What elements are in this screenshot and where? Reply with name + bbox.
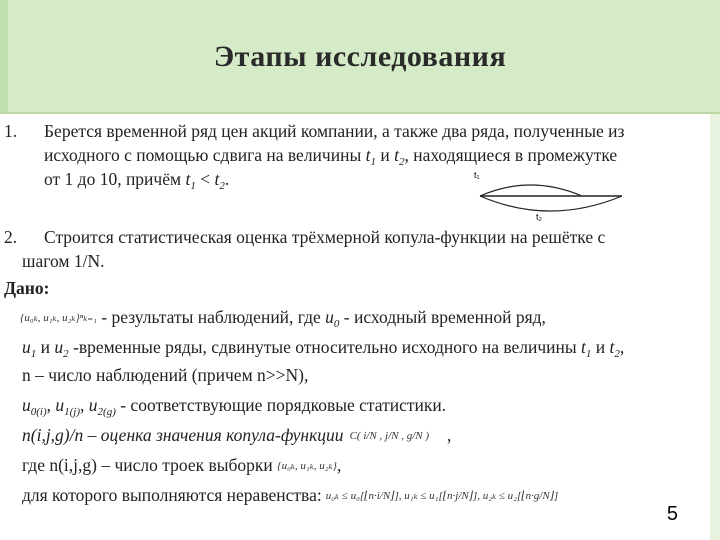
given-line4: $u_{0(i)}$, $u_{1(j)}$, $u_{2(g)}$ - соответствующие порядковые статистики.: [22, 395, 447, 418]
item2-line2: шагом 1/N.: [22, 251, 105, 271]
t2-subscript: 2: [614, 348, 620, 360]
diagram-label-t1: t₁: [474, 170, 480, 180]
comma: ,: [336, 455, 342, 475]
t1-subscript: 1: [190, 180, 196, 192]
and-text: и: [375, 145, 395, 165]
given-heading: Дано:: [4, 278, 50, 298]
item2-number: 2.: [4, 227, 18, 247]
t2-arc: [480, 196, 622, 211]
comma: ,: [619, 337, 625, 357]
copula-formula: C( i/N , j/N , g/N ): [349, 430, 430, 443]
page-number: 5: [666, 503, 678, 525]
and-text: и: [591, 337, 610, 357]
item1-line2-text: исходного с помощью сдвига на величины: [44, 145, 366, 165]
given-line2-text: -временные ряды, сдвинутые относительно исходного на величины: [68, 337, 582, 357]
u0-subscript: 0(i): [30, 406, 47, 418]
u1-subscript: 1(j): [64, 406, 81, 418]
sample-triples-formula: {u₀ₖ, u₁ₖ, u₂ₖ}: [277, 460, 337, 473]
item1-line3-end: .: [224, 169, 230, 189]
u2-symbol: u: [88, 395, 98, 415]
t1-arc: [480, 185, 582, 196]
t1-symbol: t: [581, 337, 586, 357]
item1-number: 1.: [4, 121, 18, 141]
comma: ,: [447, 425, 452, 445]
item2-line1: Строится статистическая оценка трёхмерной копула-функции на решётке с: [44, 227, 606, 247]
u0-symbol: u: [325, 307, 334, 327]
slide-title: Этапы исследования: [213, 40, 507, 73]
t2-symbol: t: [214, 169, 220, 189]
t2-symbol: t: [394, 145, 399, 165]
given-line5-text: n(i,j,g)/n – оценка значения копула-функции: [22, 425, 344, 445]
less-than: <: [195, 169, 215, 189]
given-line3: n – число наблюдений (причем n>>N),: [22, 365, 309, 385]
u2-subscript: 2(g): [97, 406, 116, 418]
u0-subscript: 0: [333, 318, 340, 330]
t2-symbol: t: [609, 337, 615, 357]
u2-subscript: 2: [63, 348, 69, 360]
t2-subscript: 2: [398, 156, 405, 168]
given-line6-text: где n(i,j,g) – число троек выборки: [22, 455, 278, 475]
t1-subscript: 1: [370, 156, 376, 168]
given-line7-text: для которого выполняются неравенства:: [22, 485, 322, 505]
side-strip: [710, 114, 720, 540]
observations-formula: {u₀ₖ, u₁ₖ, u₂ₖ}ⁿₖ₌₁: [20, 312, 97, 325]
u0-symbol: u: [22, 395, 31, 415]
and-text: и: [36, 337, 55, 357]
given-line6: [22, 453, 341, 479]
given-line1: [20, 305, 546, 337]
given-line1-tail: - исходный временной ряд,: [339, 307, 546, 327]
given-line7: [22, 483, 558, 509]
t2-subscript: 2: [219, 180, 225, 192]
inequalities-formula: u₀ₖ ≤ u₀[⌊n·i/N⌋], u₁ₖ ≤ u₁[⌊n·j/N⌋], u₂ₖ ≤ u₂[⌊n·g/N⌋]: [325, 490, 559, 503]
t1-subscript: 1: [585, 348, 592, 360]
given-line4-text: - соответствующие порядковые статистики.: [115, 395, 447, 415]
u2-symbol: u: [54, 337, 64, 357]
item1-line3-text: от 1 до 10, причём: [44, 169, 186, 189]
given-line5: [22, 423, 451, 449]
shift-diagram: [470, 170, 630, 222]
u1-subscript: 1: [30, 348, 37, 360]
item1-line2-tail: , находящиеся в промежутке: [404, 145, 618, 165]
title-bar: [0, 0, 720, 114]
item1-line1: Берется временной ряд цен акций компании, а также два ряда, полученные из: [44, 121, 625, 141]
diagram-label-t2: t₂: [536, 212, 542, 222]
given-line1-text: - результаты наблюдений, где: [96, 307, 326, 327]
t1-symbol: t: [185, 169, 191, 189]
item1-line3: [44, 167, 229, 199]
u1-symbol: u: [55, 395, 65, 415]
u1-symbol: u: [22, 337, 31, 357]
t1-symbol: t: [365, 145, 371, 165]
